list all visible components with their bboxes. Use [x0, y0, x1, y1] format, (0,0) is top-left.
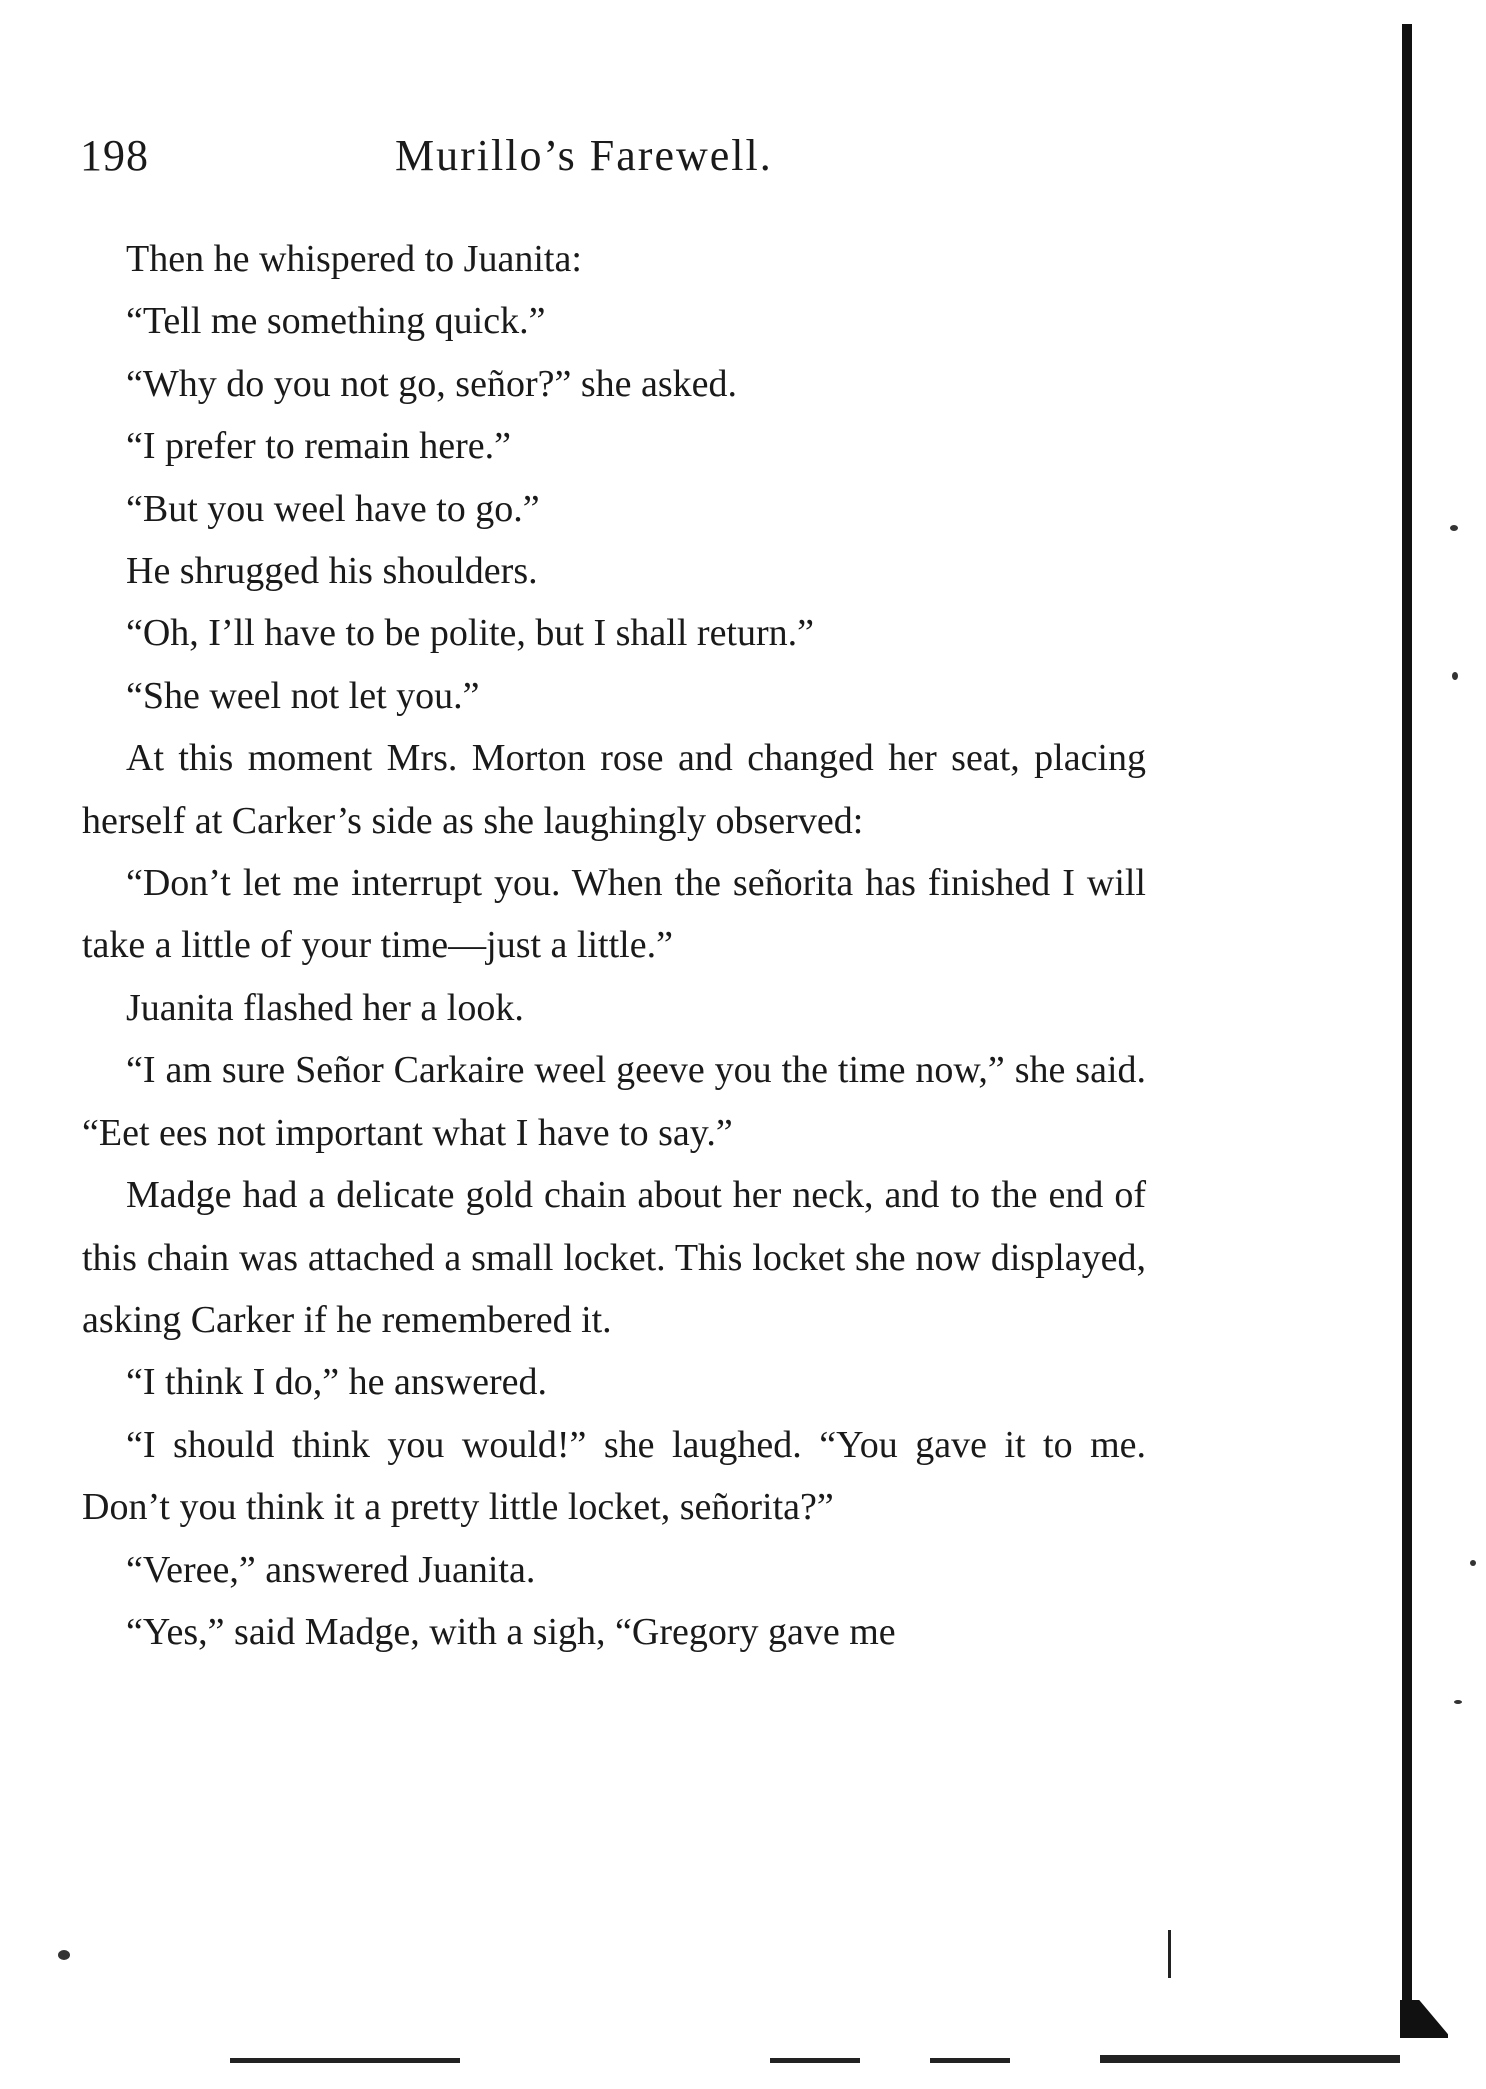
paragraph: At this moment Mrs. Morton rose and changed her seat, placing herself at Carker’s side as she laughingly observed:	[82, 737, 1146, 842]
margin-bracket	[1168, 1930, 1171, 1978]
scan-speck	[1470, 1560, 1476, 1566]
binding-edge-foot	[1400, 2000, 1448, 2038]
body-text	[82, 228, 1146, 1663]
bottom-edge-mark	[930, 2058, 1010, 2063]
page-number: 198	[80, 131, 149, 180]
paragraph: “I think I do,” he answered.	[126, 1361, 548, 1404]
scan-speck	[58, 1950, 70, 1960]
bottom-edge-mark	[1100, 2055, 1400, 2063]
bottom-edge-mark	[230, 2058, 460, 2063]
scan-speck	[1454, 1700, 1462, 1704]
paragraph: Juanita flashed her a look.	[126, 986, 524, 1029]
paragraph: “Don’t let me interrupt you. When the señorita has finished I will take a little of your time—just a little.”	[82, 862, 1146, 967]
paragraph: He shrugged his shoulders.	[126, 550, 538, 593]
paragraph: “I prefer to remain here.”	[126, 425, 512, 468]
paragraph: “Oh, I’ll have to be polite, but I shall return.”	[126, 612, 815, 655]
running-head: Murillo’s Farewell.	[395, 131, 773, 180]
scan-speck	[1452, 672, 1458, 680]
scan-speck	[1450, 525, 1458, 531]
paragraph: “Why do you not go, señor?” she asked.	[126, 362, 738, 405]
paragraph: “Yes,” said Madge, with a sigh, “Gregory gave me	[126, 1610, 896, 1653]
paragraph: Madge had a delicate gold chain about her neck, and to the end of this chain was attached a small locket. This locket she now displayed, asking Carker if he remembered it.	[82, 1174, 1146, 1341]
paragraph: “I am sure Señor Carkaire weel geeve you the time now,” she said. “Eet ees not important what I have to say.”	[82, 1049, 1146, 1154]
page-header	[80, 130, 1140, 190]
bottom-edge-mark	[770, 2058, 860, 2063]
paragraph: “Veree,” answered Juanita.	[126, 1548, 536, 1591]
paragraph: “I should think you would!” she laughed. “You gave it to me. Don’t you think it a pretty little locket, señorita?”	[82, 1423, 1146, 1529]
paragraph: “But you weel have to go.”	[126, 487, 540, 530]
paragraph: Then he whispered to Juanita:	[126, 238, 582, 280]
paragraph: “Tell me something quick.”	[126, 300, 546, 343]
binding-edge-shadow	[1402, 24, 1412, 2034]
paragraph: “She weel not let you.”	[126, 674, 480, 717]
